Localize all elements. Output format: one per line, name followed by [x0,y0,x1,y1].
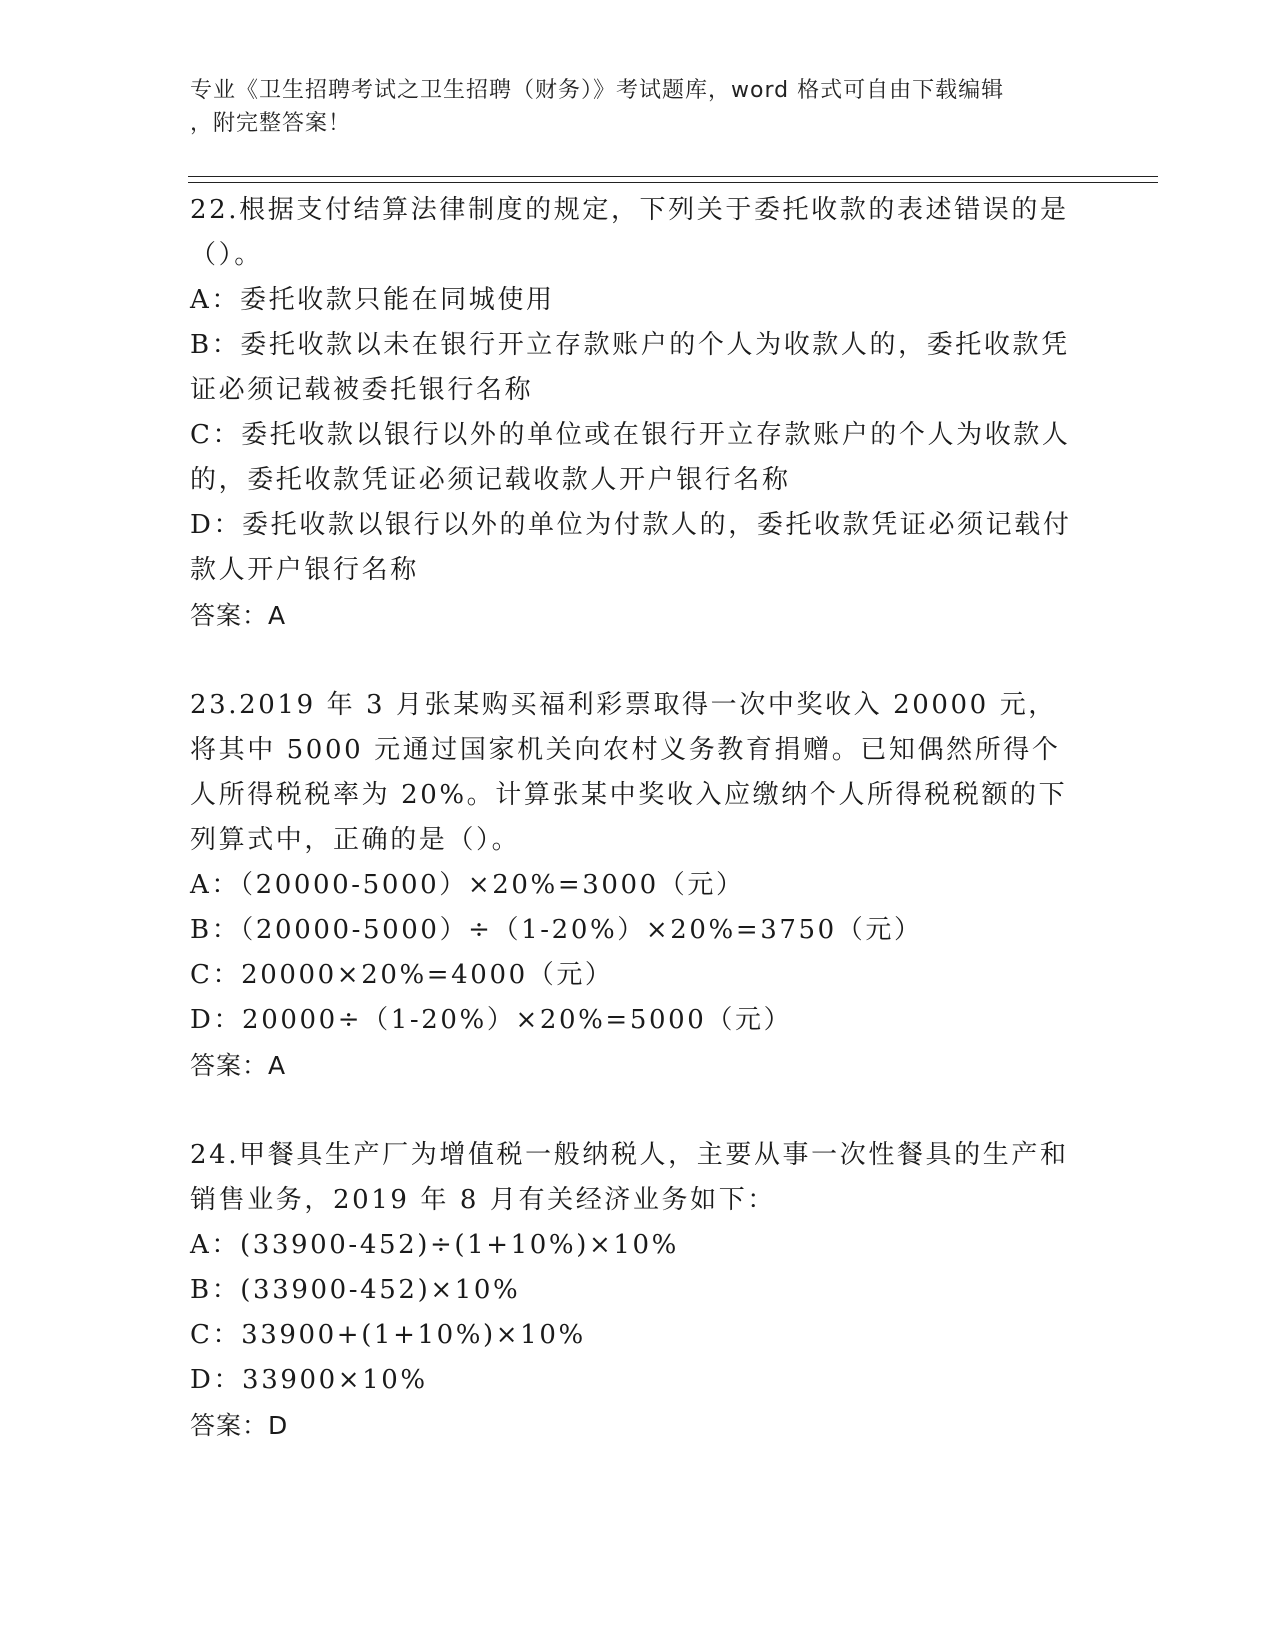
option-a: A：(33900-452)÷(1+10%)×10% [190,1230,679,1260]
answer-label: 答案：D [190,1411,289,1440]
question-stem: 23.2019 年 3 月张某购买福利彩票取得一次中奖收入 20000 元，将其中 5000 元通过国家机关向农村义务教育捐赠。已知偶然所得个人所得税税率为 20%。计算张某中奖收入应缴纳个人所得税税额的下列算式中，正确的是（）。 [190,690,1068,855]
header-line-1: 专业《卫生招聘考试之卫生招聘（财务）》考试题库，word 格式可自由下载编辑 [190,78,1005,103]
option-b: B：（20000-5000）÷（1-20%）×20%=3750（元） [190,915,923,945]
header-divider-bottom [188,182,1158,183]
question-stem: 22.根据支付结算法律制度的规定，下列关于委托收款的表述错误的是（）。 [190,195,1069,270]
question-24 [190,1133,1080,1448]
question-stem: 24.甲餐具生产厂为增值税一般纳税人，主要从事一次性餐具的生产和销售业务，2019 年 8 月有关经济业务如下： [190,1140,1069,1215]
option-a: A：委托收款只能在同城使用 [190,285,555,315]
option-b: B：(33900-452)×10% [190,1275,521,1305]
option-a: A：（20000-5000）×20%=3000（元） [190,870,745,900]
option-c: C：33900+(1+10%)×10% [190,1320,586,1350]
question-list [190,188,1080,1493]
option-c: C：20000×20%=4000（元） [190,960,614,990]
option-b: B：委托收款以未在银行开立存款账户的个人为收款人的，委托收款凭证必须记载被委托银行名称 [190,330,1070,405]
document-header [190,74,1090,140]
answer-label: 答案：A [190,601,287,630]
option-d: D：20000÷（1-20%）×20%=5000（元） [190,1005,793,1035]
answer-label: 答案：A [190,1051,287,1080]
option-c: C：委托收款以银行以外的单位或在银行开立存款账户的个人为收款人的，委托收款凭证必须记载收款人开户银行名称 [190,420,1071,495]
option-d: D：33900×10% [190,1365,428,1395]
header-line-2: ，附完整答案！ [190,111,352,136]
header-divider-top [188,176,1158,177]
question-23 [190,683,1080,1088]
question-22 [190,188,1080,638]
option-d: D：委托收款以银行以外的单位为付款人的，委托收款凭证必须记载付款人开户银行名称 [190,510,1072,585]
